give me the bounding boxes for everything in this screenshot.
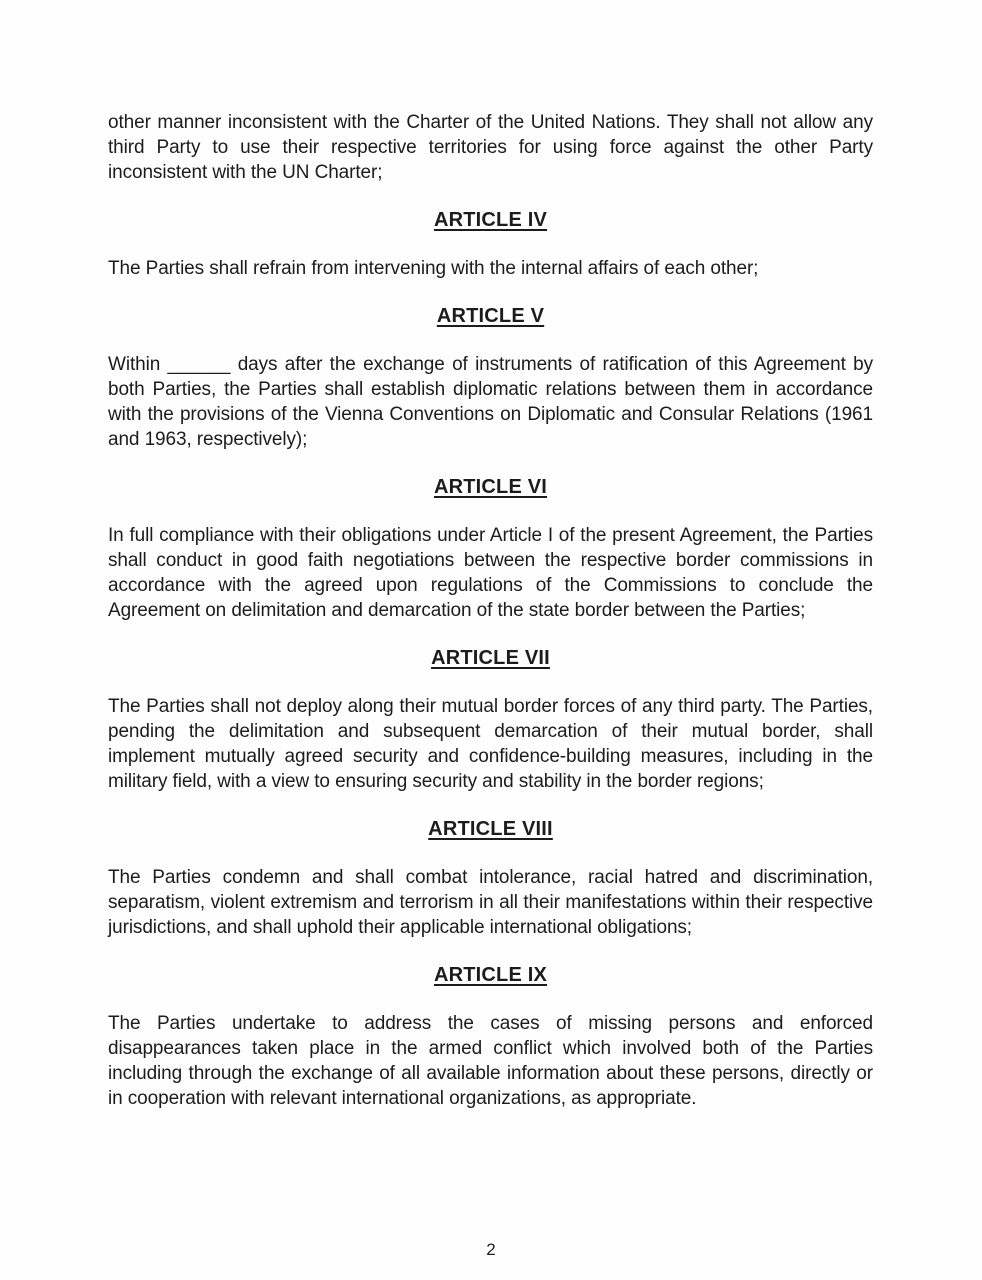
article-iv-body: The Parties shall refrain from intervening with the internal affairs of each other;: [108, 258, 759, 279]
continuation-paragraph: other manner inconsistent with the Charter of the United Nations. They shall not allow any third Party to use their respective territories for using force against the other Party inconsistent with the UN Charter;: [108, 112, 873, 183]
article-ix-body: The Parties undertake to address the cases of missing persons and enforced disappearances taken place in the armed conflict which involved both of the Parties including through the exchange of all available information about these persons, directly or in cooperation with relevant international organizations, as appropriate.: [108, 1013, 873, 1109]
article-iv-heading: ARTICLE IV: [433, 209, 548, 231]
article-vi-body: In full compliance with their obligations under Article I of the present Agreement, the Parties shall conduct in good faith negotiations between the respective border commissions in accordance with the agreed upon regulations of the Commissions to conclude the Agreement on delimitation and demarcation of the state border between the Parties;: [108, 525, 873, 621]
article-vii-section: [108, 646, 873, 794]
article-ix-section: [108, 963, 873, 1111]
article-viii-body: The Parties condemn and shall combat intolerance, racial hatred and discrimination, separatism, violent extremism and terrorism in all their manifestations within their respective jurisdictions, and shall uphold their applicable international obligations;: [108, 867, 873, 938]
article-vii-heading: ARTICLE VII: [431, 647, 550, 669]
article-vi-section: [108, 475, 873, 623]
article-vi-heading: ARTICLE VI: [433, 476, 548, 498]
article-viii-heading: ARTICLE VIII: [428, 818, 553, 840]
article-viii-section: [108, 817, 873, 940]
article-v-body: Within ______ days after the exchange of instruments of ratification of this Agreement by both Parties, the Parties shall establish diplomatic relations between them in accordance with the provisions of the Vienna Conventions on Diplomatic and Consular Relations (1961 and 1963, respectively);: [108, 354, 873, 450]
article-vii-body: The Parties shall not deploy along their mutual border forces of any third party. The Parties, pending the delimitation and subsequent demarcation of their mutual border, shall implement mutually agreed security and confidence-building measures, including in the military field, with a view to ensuring security and stability in the border regions;: [108, 696, 873, 792]
article-ix-heading: ARTICLE IX: [433, 964, 548, 986]
article-v-heading: ARTICLE V: [436, 305, 545, 327]
article-iv-section: [108, 208, 873, 281]
page-number: 2: [486, 1240, 496, 1259]
article-v-section: [108, 304, 873, 452]
